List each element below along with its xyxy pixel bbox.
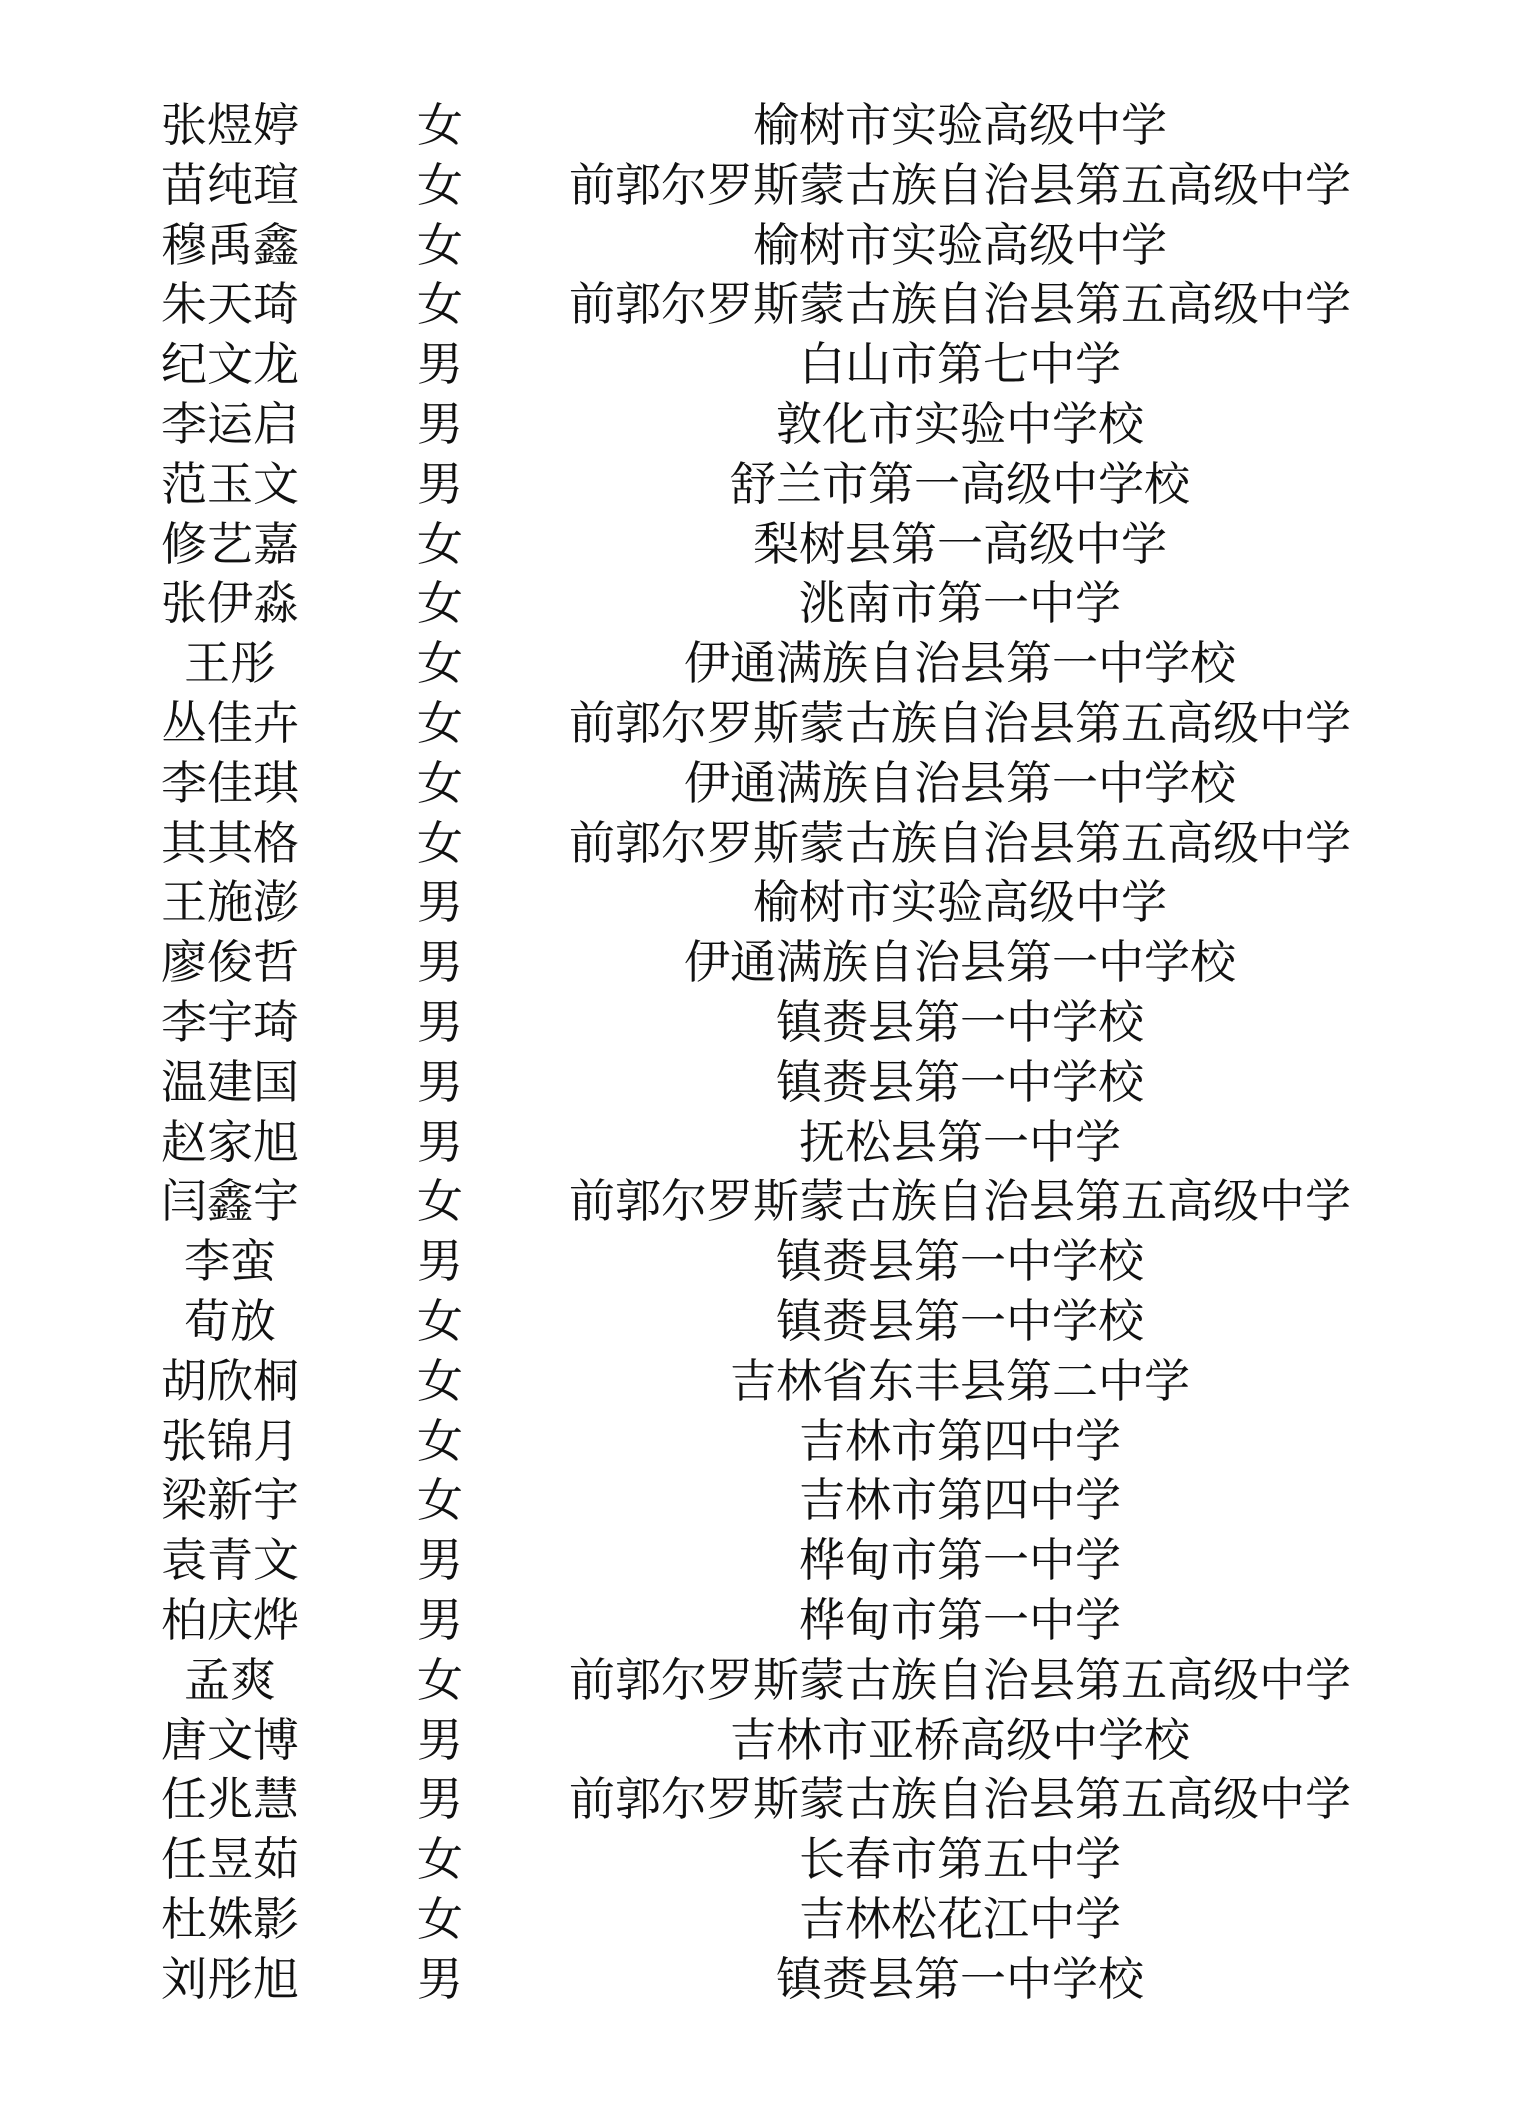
- student-school: 榆树市实验高级中学: [753, 217, 1167, 272]
- roster-row: [0, 754, 1522, 814]
- student-gender: 女: [417, 815, 463, 870]
- roster-row: [0, 1172, 1522, 1232]
- student-name: 刘彤旭: [161, 1951, 299, 2006]
- student-school: 前郭尔罗斯蒙古族自治县第五高级中学: [569, 1772, 1351, 1827]
- student-name: 柏庆烨: [161, 1592, 299, 1647]
- roster-row: [0, 634, 1522, 694]
- roster-row: [0, 1352, 1522, 1412]
- roster-row: [0, 1950, 1522, 2010]
- roster-row: [0, 395, 1522, 455]
- student-school: 桦甸市第一中学: [799, 1592, 1121, 1647]
- roster-row: [0, 1531, 1522, 1591]
- student-school: 镇赉县第一中学校: [776, 1054, 1144, 1109]
- student-name: 温建国: [161, 1054, 299, 1109]
- student-name: 王施澎: [161, 875, 299, 930]
- student-name: 纪文龙: [161, 337, 299, 392]
- roster-row: [0, 1471, 1522, 1531]
- roster-row: [0, 1292, 1522, 1352]
- student-school: 前郭尔罗斯蒙古族自治县第五高级中学: [569, 815, 1351, 870]
- student-gender: 女: [417, 1293, 463, 1348]
- student-school: 伊通满族自治县第一中学校: [684, 935, 1236, 990]
- student-school: 前郭尔罗斯蒙古族自治县第五高级中学: [569, 277, 1351, 332]
- roster-row: [0, 694, 1522, 754]
- student-school: 镇赉县第一中学校: [776, 1234, 1144, 1289]
- student-gender: 男: [417, 1592, 463, 1647]
- student-name: 唐文博: [161, 1712, 299, 1767]
- roster-row: [0, 1412, 1522, 1472]
- roster-row: [0, 1232, 1522, 1292]
- roster-row: [0, 1890, 1522, 1950]
- student-gender: 男: [417, 1054, 463, 1109]
- student-school: 吉林松花江中学: [799, 1891, 1121, 1946]
- student-gender: 女: [417, 636, 463, 691]
- student-name: 朱天琦: [161, 277, 299, 332]
- student-name: 张伊淼: [161, 576, 299, 631]
- student-name: 穆禹鑫: [161, 217, 299, 272]
- student-gender: 男: [417, 1712, 463, 1767]
- student-gender: 女: [417, 277, 463, 332]
- student-school: 抚松县第一中学: [799, 1114, 1121, 1169]
- student-name: 张煜婷: [161, 98, 299, 152]
- student-gender: 男: [417, 1114, 463, 1169]
- student-name: 丛佳卉: [161, 695, 299, 750]
- student-name: 杜姝影: [161, 1891, 299, 1946]
- student-gender: 女: [417, 157, 463, 212]
- student-gender: 女: [417, 1473, 463, 1528]
- student-school: 吉林市第四中学: [799, 1473, 1121, 1528]
- student-name: 李佳琪: [161, 755, 299, 810]
- student-school: 舒兰市第一高级中学校: [730, 456, 1190, 511]
- student-school: 镇赉县第一中学校: [776, 1951, 1144, 2006]
- student-gender: 男: [417, 456, 463, 511]
- student-school: 前郭尔罗斯蒙古族自治县第五高级中学: [569, 1652, 1351, 1707]
- student-name: 苗纯瑄: [161, 157, 299, 212]
- student-gender: 男: [417, 1951, 463, 2006]
- student-name: 袁青文: [161, 1533, 299, 1588]
- student-name: 梁新宇: [161, 1473, 299, 1528]
- roster-row: [0, 1830, 1522, 1890]
- student-school: 前郭尔罗斯蒙古族自治县第五高级中学: [569, 157, 1351, 212]
- student-name: 赵家旭: [161, 1114, 299, 1169]
- roster-row: [0, 1770, 1522, 1830]
- student-gender: 女: [417, 1413, 463, 1468]
- student-gender: 男: [417, 875, 463, 930]
- roster-row: [0, 1711, 1522, 1771]
- student-gender: 女: [417, 1891, 463, 1946]
- student-name: 范玉文: [161, 456, 299, 511]
- student-roster: [0, 96, 1522, 2010]
- student-gender: 男: [417, 1234, 463, 1289]
- student-name: 胡欣桐: [161, 1353, 299, 1408]
- roster-row: [0, 216, 1522, 276]
- student-gender: 女: [417, 755, 463, 810]
- student-school: 前郭尔罗斯蒙古族自治县第五高级中学: [569, 1174, 1351, 1229]
- roster-row: [0, 1053, 1522, 1113]
- student-school: 吉林市亚桥高级中学校: [730, 1712, 1190, 1767]
- student-gender: 女: [417, 217, 463, 272]
- student-gender: 女: [417, 695, 463, 750]
- student-name: 任昱茹: [161, 1832, 299, 1887]
- student-school: 镇赉县第一中学校: [776, 1293, 1144, 1348]
- roster-row: [0, 873, 1522, 933]
- student-gender: 男: [417, 1533, 463, 1588]
- student-name: 修艺嘉: [161, 516, 299, 571]
- student-name: 王彤: [184, 636, 276, 691]
- student-school: 榆树市实验高级中学: [753, 98, 1167, 152]
- student-gender: 男: [417, 337, 463, 392]
- student-school: 伊通满族自治县第一中学校: [684, 636, 1236, 691]
- student-school: 吉林市第四中学: [799, 1413, 1121, 1468]
- student-name: 李运启: [161, 396, 299, 451]
- student-school: 吉林省东丰县第二中学: [730, 1353, 1190, 1408]
- student-gender: 男: [417, 994, 463, 1049]
- student-name: 闫鑫宇: [161, 1174, 299, 1229]
- student-school: 伊通满族自治县第一中学校: [684, 755, 1236, 810]
- student-name: 李蛮: [184, 1234, 276, 1289]
- roster-row: [0, 156, 1522, 216]
- roster-row: [0, 455, 1522, 515]
- student-name: 荀放: [184, 1293, 276, 1348]
- student-school: 长春市第五中学: [799, 1832, 1121, 1887]
- student-gender: 男: [417, 935, 463, 990]
- roster-row: [0, 335, 1522, 395]
- student-school: 梨树县第一高级中学: [753, 516, 1167, 571]
- student-school: 镇赉县第一中学校: [776, 994, 1144, 1049]
- student-school: 榆树市实验高级中学: [753, 875, 1167, 930]
- student-school: 敦化市实验中学校: [776, 396, 1144, 451]
- roster-row: [0, 515, 1522, 575]
- roster-row: [0, 1651, 1522, 1711]
- student-gender: 女: [417, 576, 463, 631]
- student-gender: 女: [417, 1174, 463, 1229]
- student-school: 桦甸市第一中学: [799, 1533, 1121, 1588]
- student-name: 其其格: [161, 815, 299, 870]
- student-gender: 男: [417, 396, 463, 451]
- student-gender: 女: [417, 1353, 463, 1408]
- student-name: 任兆慧: [161, 1772, 299, 1827]
- roster-row: [0, 993, 1522, 1053]
- student-school: 前郭尔罗斯蒙古族自治县第五高级中学: [569, 695, 1351, 750]
- roster-row: [0, 574, 1522, 634]
- student-school: 洮南市第一中学: [799, 576, 1121, 631]
- roster-row: [0, 1591, 1522, 1651]
- roster-row: [0, 275, 1522, 335]
- student-gender: 女: [417, 98, 463, 152]
- student-name: 孟爽: [184, 1652, 276, 1707]
- roster-row: [0, 933, 1522, 993]
- student-school: 白山市第七中学: [799, 337, 1121, 392]
- student-name: 张锦月: [161, 1413, 299, 1468]
- roster-row: [0, 96, 1522, 156]
- student-gender: 男: [417, 1772, 463, 1827]
- student-gender: 女: [417, 516, 463, 571]
- student-gender: 女: [417, 1832, 463, 1887]
- roster-row: [0, 814, 1522, 874]
- student-name: 李宇琦: [161, 994, 299, 1049]
- student-name: 廖俊哲: [161, 935, 299, 990]
- roster-row: [0, 1113, 1522, 1173]
- student-gender: 女: [417, 1652, 463, 1707]
